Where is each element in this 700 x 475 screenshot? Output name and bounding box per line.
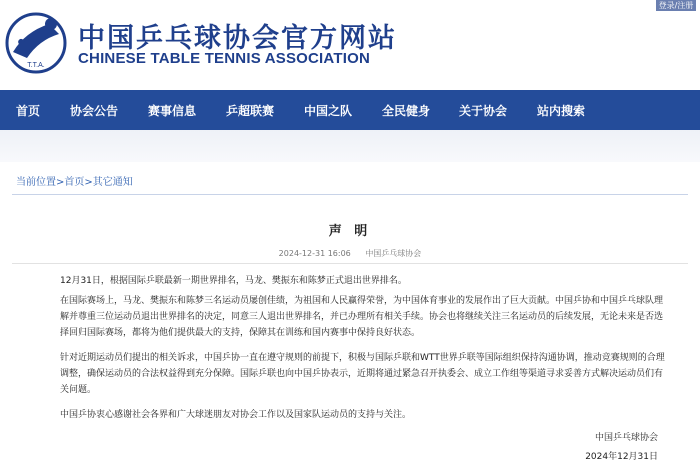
main-nav [0,90,700,130]
svg-text:T.T.A.: T.T.A. [27,62,45,69]
nav-item-super-league[interactable]: 乒超联赛 [226,104,275,118]
site-title: 中国乒乓球协会官方网站 [78,23,397,54]
breadcrumb [0,172,700,194]
article-paragraph: 在国际赛场上，马龙、樊振东和陈梦三名运动员屡创佳绩，为祖国和人民赢得荣誉，为中国体育事业的发展作出了巨大贡献。中国乒协和中国乒乓球队理解并尊重三位运动员退出世界排名的决定，同意三人退出世界排名，并已办理所有相关手续。协会也将继续关注三名运动员的后续发展，无论未来是否选择回归国际赛场，都将为他们提供最大的支持，保障其在训练和国内赛事中保持良好状态。 [60,296,664,338]
login-link[interactable]: 登录/注册 [656,0,696,11]
article-date: 2024-12-31 16:06 [278,249,351,258]
signature-org: 中国乒乓球协会 [594,433,658,443]
nav-item-events[interactable]: 赛事信息 [148,104,197,118]
breadcrumb-separator: > [56,177,65,188]
nav-item-national-team[interactable]: 中国之队 [304,104,353,118]
nav-item-announcements[interactable]: 协会公告 [70,104,119,118]
site-title-english: CHINESE TABLE TENNIS ASSOCIATION [78,50,370,67]
article-paragraph: 针对近期运动员们提出的相关诉求，中国乒协一直在遵守规则的前提下，积极与国际乒联和WTT世界乒联等国际组织保持沟通协调，推动竞赛规则的合理调整，确保运动员的合法权益得到充分保障。国际乒联也向中国乒协表示，近期将通过紧急召开执委会、成立工作组等渠道寻求妥善方式解决运动员们有关问题。 [60,353,665,395]
breadcrumb-separator: > [84,177,93,188]
divider [12,194,688,195]
breadcrumb-current: 当前位置 [16,177,56,188]
breadcrumb-home[interactable]: 首页 [64,177,85,188]
nav-item-about[interactable]: 关于协会 [459,104,508,118]
nav-item-search[interactable]: 站内搜索 [537,104,586,118]
cta-logo-icon[interactable] [5,12,67,74]
nav-item-home[interactable]: 首页 [16,104,41,118]
signature-date: 2024年12月31日 [585,452,658,462]
article-paragraph: 12月31日，根据国际乒联最新一期世界排名，马龙、樊振东和陈梦正式退出世界排名。 [60,276,407,286]
article-paragraph: 中国乒协衷心感谢社会各界和广大球迷朋友对协会工作以及国家队运动员的支持与关注。 [60,410,412,420]
breadcrumb-section[interactable]: 其它通知 [92,177,133,188]
article-source: 中国乒乓球协会 [365,249,422,258]
article-meta [0,248,700,259]
article-title: 声 明 [328,224,372,239]
site-header [0,0,700,90]
banner-strip [0,130,700,162]
nav-item-fitness[interactable]: 全民健身 [382,104,431,118]
divider [12,263,688,264]
